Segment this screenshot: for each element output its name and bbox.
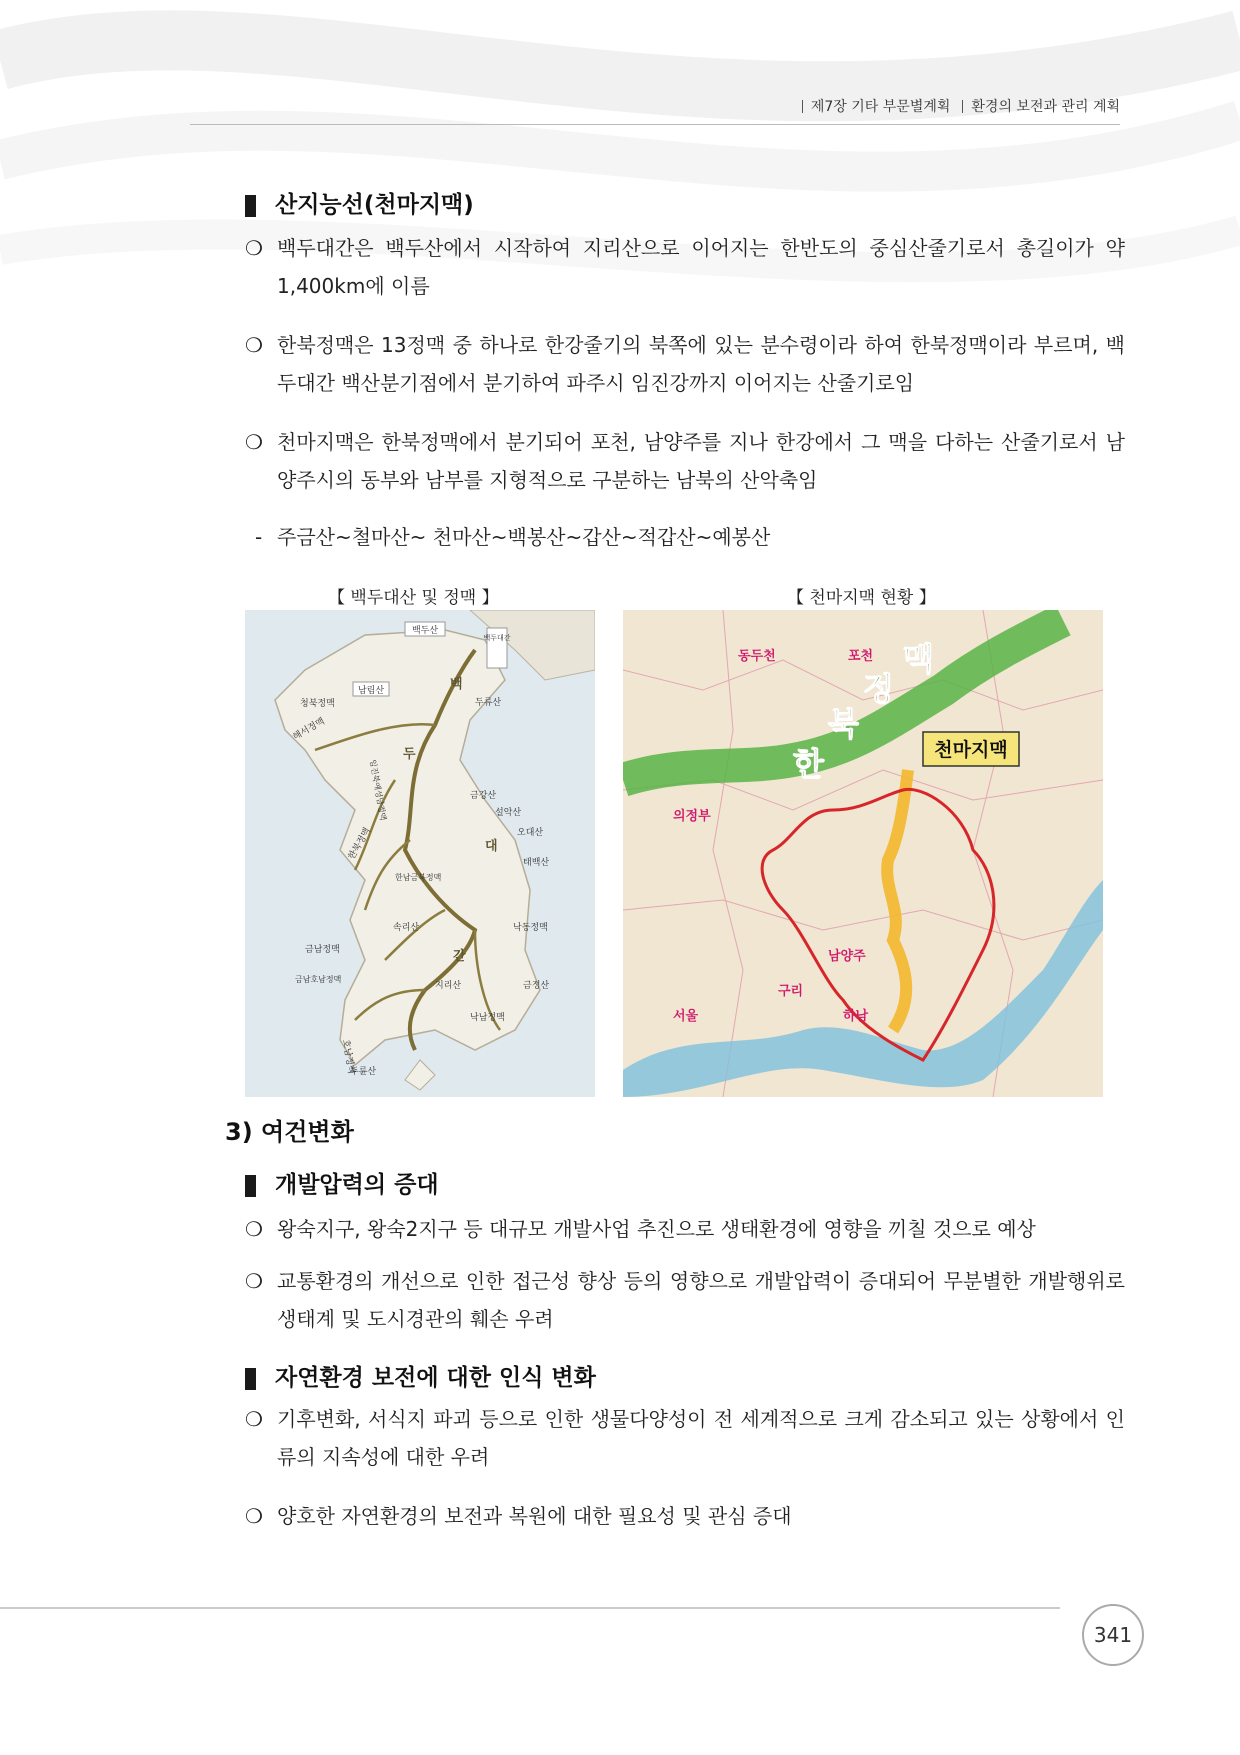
paragraph-text: 한북정맥은 13정맥 중 하나로 한강줄기의 북쪽에 있는 분수령이라 하여 한북정맥이라 부르며, 백두대간 백산분기점에서 분기하여 파주시 임진강까지 이어지는 산줄기로임 <box>277 333 1125 395</box>
map-label: 두륜산 <box>350 1067 377 1077</box>
map-label: 지리산 <box>435 981 462 991</box>
dash-bullet: - <box>255 525 263 549</box>
map-label: 오대산 <box>517 828 544 838</box>
regional-map <box>623 610 1103 1097</box>
map-label: 금정산 <box>523 981 550 991</box>
map-label: 해서정맥 <box>291 716 327 743</box>
header-chapter: 제7장 기타 부문별계획 <box>810 99 951 115</box>
circle-bullet-icon: ❍ <box>245 430 263 454</box>
paragraph-text: 기후변화, 서식지 파괴 등으로 인한 생물다양성이 전 세계적으로 크게 감소되고 있는 상황에서 인류의 지속성에 대한 우려 <box>277 1407 1125 1469</box>
section-marker-icon <box>245 195 256 217</box>
paragraph-text: 백두대간은 백두산에서 시작하여 지리산으로 이어지는 한반도의 중심산줄기로서 총길이가 약 1,400km에 이름 <box>277 236 1125 298</box>
map-label: 임진북예성남정맥 <box>368 758 388 822</box>
paragraph <box>245 1210 1125 1248</box>
spine-char: 간 <box>453 949 466 964</box>
section-title-text: 산지능선(천마지맥) <box>275 192 474 218</box>
paragraph-text: 왕숙지구, 왕숙2지구 등 대규모 개발사업 추진으로 생태환경에 영향을 끼칠 것으로 예상 <box>277 1217 1036 1241</box>
subsection-title: 3) 여건변화 <box>225 1118 354 1146</box>
paragraph-text: 교통환경의 개선으로 인한 접근성 향상 등의 영향으로 개발압력이 증대되어 무분별한 개발행위로 생태계 및 도시경관의 훼손 우려 <box>277 1269 1125 1331</box>
paragraph <box>245 326 1125 402</box>
figure-caption-left: 【 백두대산 및 정맥 】 <box>328 588 499 608</box>
map-label: 금강산 <box>470 791 497 801</box>
running-header <box>190 96 1120 116</box>
circle-bullet-icon: ❍ <box>245 1407 263 1431</box>
paragraph <box>245 423 1125 499</box>
paragraph <box>245 1497 1125 1535</box>
ridge-char: 맥 <box>903 640 934 678</box>
place-label: 포천 <box>848 649 874 664</box>
map-label: 속리산 <box>393 923 420 933</box>
map-label: 설악산 <box>495 808 522 818</box>
section-title-environment <box>245 1363 596 1393</box>
circle-bullet-icon: ❍ <box>245 236 263 260</box>
section-title-text: 개발압력의 증대 <box>275 1172 439 1198</box>
spine-char: 두 <box>403 747 416 762</box>
section-marker-icon <box>245 1175 256 1197</box>
header-divider <box>190 124 1120 125</box>
section-title-text: 자연환경 보전에 대한 인식 변화 <box>275 1365 596 1391</box>
cheonma-label: 천마지맥 <box>934 739 1008 761</box>
map-label: 두류산 <box>475 698 502 708</box>
map-label: 태백산 <box>523 858 550 868</box>
place-label: 동두천 <box>738 649 776 664</box>
korea-peninsula-map <box>245 610 595 1097</box>
ridge-char: 한 <box>793 745 824 783</box>
ridge-char: 북 <box>828 705 859 743</box>
map-label: 호남정맥 <box>340 1038 356 1075</box>
map-label: 금남정맥 <box>305 945 340 955</box>
map-label: 한남금북정맥 <box>395 873 442 882</box>
spine-char: 대 <box>485 839 498 854</box>
circle-bullet-icon: ❍ <box>245 1217 263 1241</box>
map-label: 한북정맥 <box>346 826 373 862</box>
figure-caption-right: 【 천마지맥 현황 】 <box>787 588 936 608</box>
map-label: 청북정맥 <box>300 699 335 709</box>
paragraph-text: 천마지맥은 한북정맥에서 분기되어 포천, 남양주를 지나 한강에서 그 맥을 다하는 산줄기로서 남양주시의 동부와 남부를 지형적으로 구분하는 남북의 산악축임 <box>277 430 1125 492</box>
map-label: 백두대간 <box>483 634 511 642</box>
baekdudaegan-map <box>245 610 595 1097</box>
map-label: 낙남정맥 <box>470 1013 505 1023</box>
paragraph <box>245 1262 1125 1338</box>
map-label: 백두산 <box>411 626 439 636</box>
page-number: 341 <box>1082 1604 1144 1666</box>
circle-bullet-icon: ❍ <box>245 1269 263 1293</box>
cheonma-ridge-map <box>623 610 1103 1097</box>
section-title-development <box>245 1170 439 1200</box>
dash-item-text: 주금산~철마산~ 천마산~백봉산~갑산~적갑산~예봉산 <box>277 525 771 549</box>
section-marker-icon <box>245 1368 256 1390</box>
map-label: 금남호남정맥 <box>295 975 342 984</box>
dash-list-item <box>255 518 1135 556</box>
paragraph <box>245 229 1125 305</box>
circle-bullet-icon: ❍ <box>245 1504 263 1528</box>
section-title-ridge <box>245 190 474 220</box>
place-label: 서울 <box>673 1009 699 1024</box>
paragraph <box>245 1400 1125 1476</box>
place-label: 하남 <box>843 1009 869 1024</box>
spine-char: 백 <box>450 677 463 692</box>
map-label: 낙동정맥 <box>513 923 548 933</box>
header-section: 환경의 보전과 관리 계획 <box>971 99 1120 115</box>
place-label: 의정부 <box>673 809 711 824</box>
map-label: 남림산 <box>357 686 385 696</box>
paragraph-text: 양호한 자연환경의 보전과 복원에 대한 필요성 및 관심 증대 <box>277 1504 792 1528</box>
footer-divider <box>0 1607 1060 1609</box>
place-label: 구리 <box>778 984 804 999</box>
circle-bullet-icon: ❍ <box>245 333 263 357</box>
place-label: 남양주 <box>828 949 866 964</box>
ridge-char: 정 <box>863 670 894 708</box>
